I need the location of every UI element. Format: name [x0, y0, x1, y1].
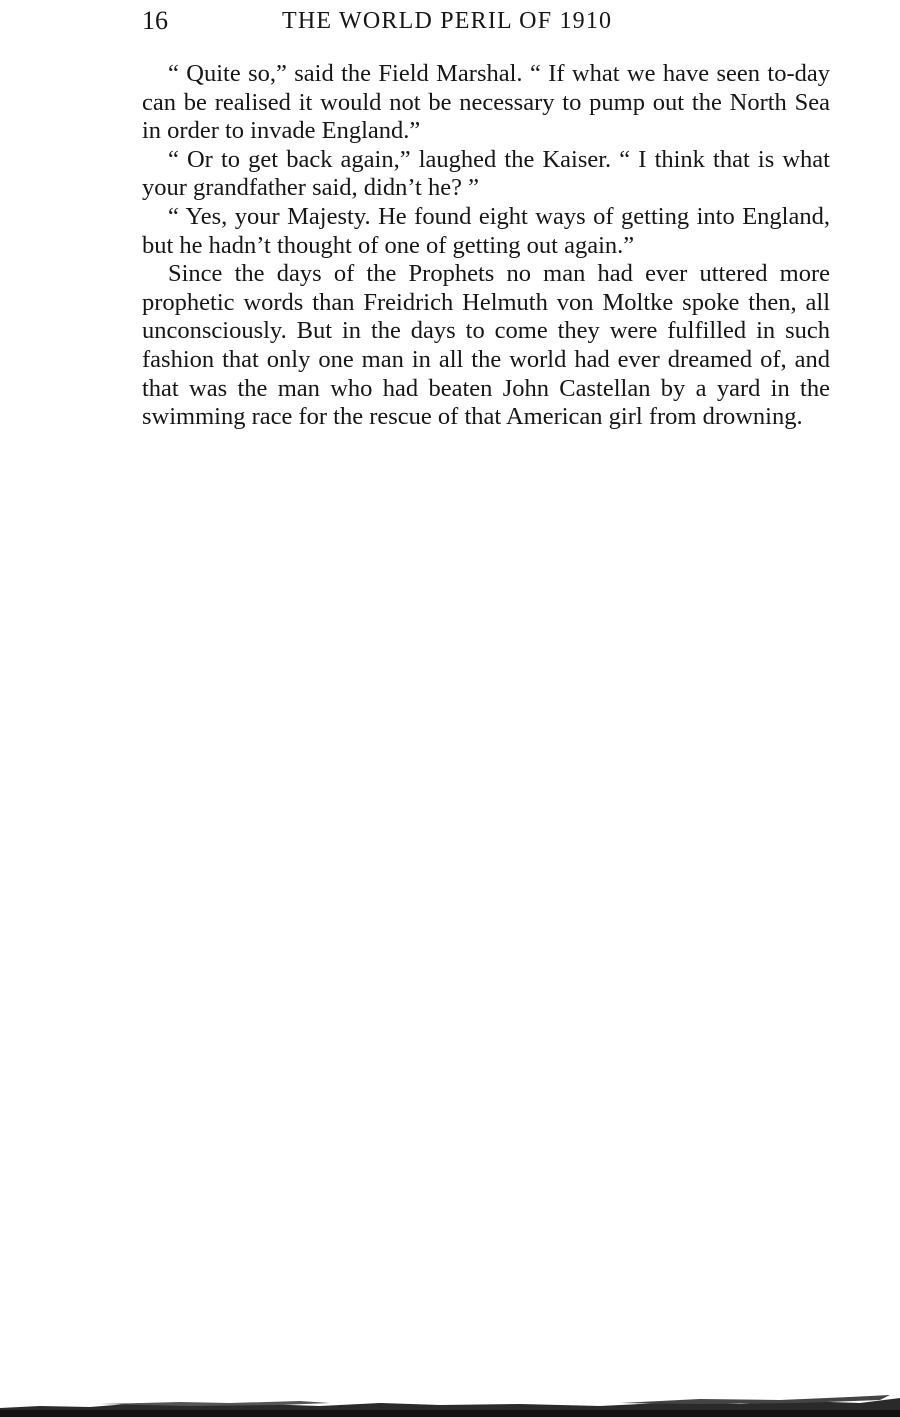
paragraph: Since the days of the Prophets no man had ever uttered more prophetic words than Freidrich Helmuth von Moltke spoke then, all unconsciously. But in the days to come they were fulfilled in such fashion that only one man in all the world had ever dreamed of, and that was the man who had beaten John Castellan by a yard in the swimming race for the rescue of that American girl from drowning.: [142, 260, 830, 431]
running-head: [142, 6, 830, 38]
scan-bottom-edge: [0, 1386, 900, 1417]
body-text: [142, 60, 830, 432]
paragraph: “ Yes, your Majesty. He found eight ways of getting into England, but he hadn’t thought of one of getting out again.”: [142, 202, 830, 259]
paragraph: “ Or to get back again,” laughed the Kaiser. “ I think that is what your grandfather said, didn’t he? ”: [142, 145, 830, 202]
running-title: THE WORLD PERIL OF 1910: [282, 8, 613, 34]
paragraph: “ Quite so,” said the Field Marshal. “ If what we have seen to-day can be realised it would not be necessary to pump out the North Sea in order to invade England.”: [142, 60, 830, 145]
page-number: 16: [142, 6, 168, 35]
